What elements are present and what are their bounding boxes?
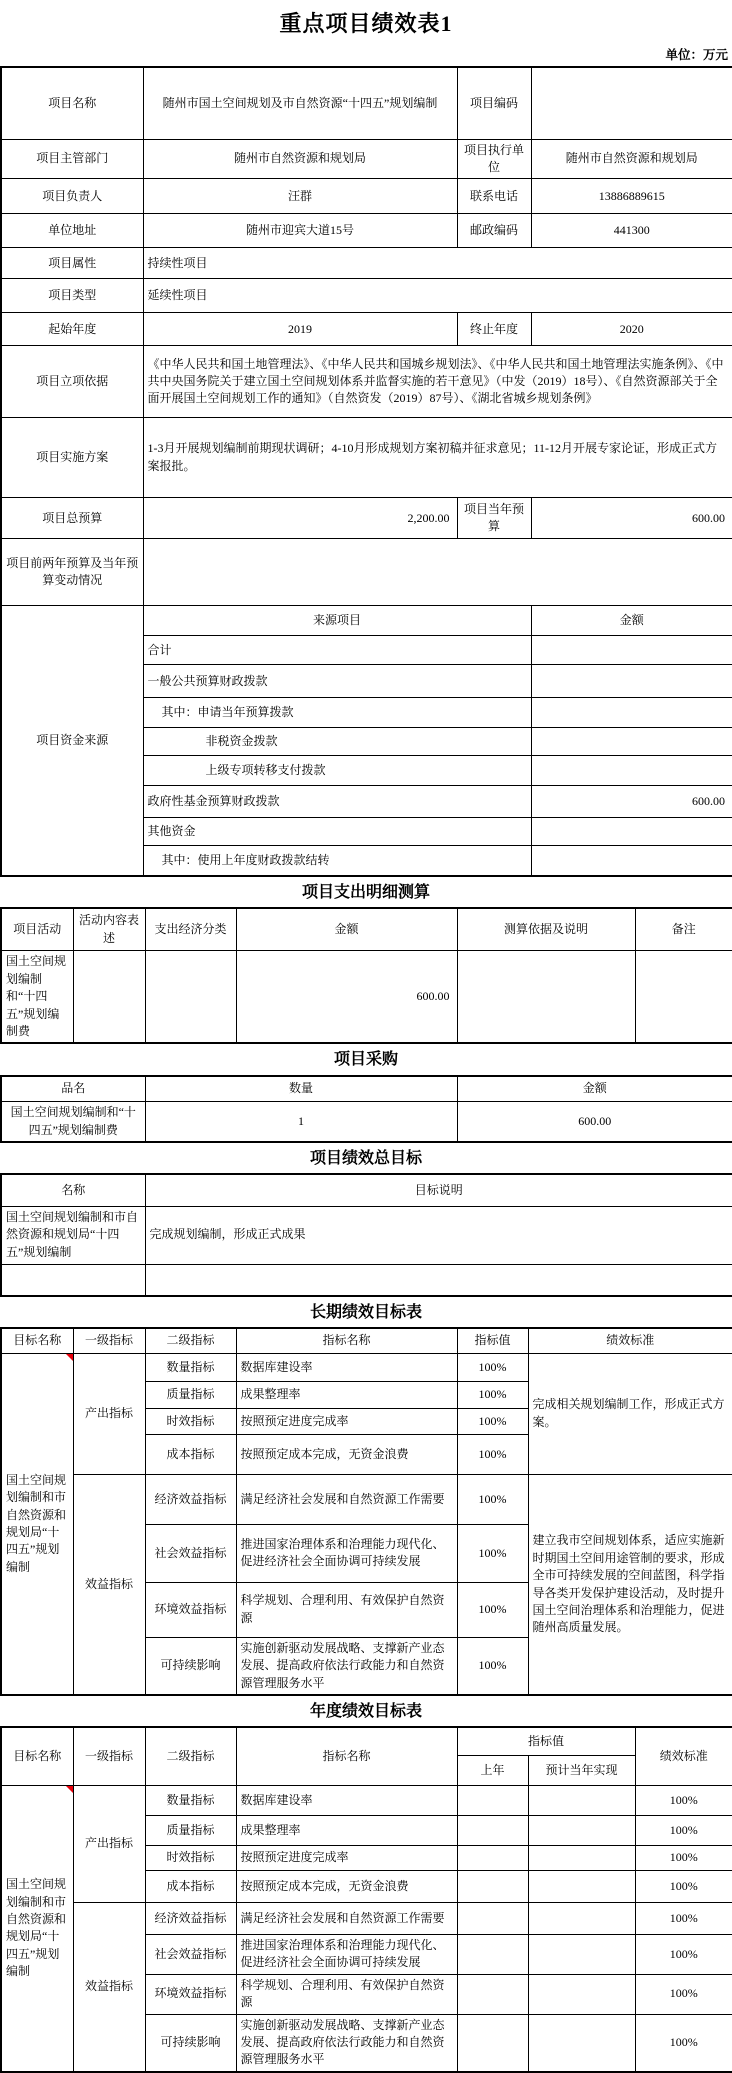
column-header: 绩效标准 — [635, 1727, 732, 1785]
value-cell: 随州市迎宾大道15号 — [143, 214, 457, 248]
label-cell: 项目主管部门 — [1, 139, 143, 179]
column-header: 绩效标准 — [528, 1328, 732, 1353]
indicator-name-cell: 推进国家治理体系和治理能力现代化、促进经济社会全面协调可持续发展 — [236, 1934, 457, 1974]
value-cell: 2,200.00 — [143, 498, 457, 539]
goal-name-cell — [1, 1785, 73, 2071]
prev-year-cell — [457, 1934, 528, 1974]
indicator-name-cell: 推进国家治理体系和治理能力现代化、促进经济社会全面协调可持续发展 — [236, 1524, 457, 1582]
level1-indicator-cell: 效益指标 — [73, 1902, 145, 2071]
label-cell: 终止年度 — [457, 313, 531, 346]
value-cell: 延续性项目 — [143, 279, 732, 313]
indicator-name-cell: 满足经济社会发展和自然资源工作需要 — [236, 1474, 457, 1524]
table-row — [1, 67, 732, 139]
column-header: 数量 — [145, 1076, 457, 1102]
page-title: 重点项目绩效表1 — [279, 11, 453, 36]
column-header: 金额 — [457, 1076, 732, 1102]
table-row — [1, 951, 732, 1043]
standard-cell: 完成相关规划编制工作，形成正式方案。 — [528, 1353, 732, 1474]
value-cell: 13886889615 — [531, 179, 732, 214]
table-header-row — [1, 1076, 732, 1102]
value-cell: 随州市自然资源和规划局 — [531, 139, 732, 179]
column-subheader: 上年 — [457, 1755, 528, 1785]
indicator-name-cell: 成果整理率 — [236, 1815, 457, 1845]
column-header: 一级指标 — [73, 1328, 145, 1353]
basis-cell — [457, 951, 635, 1043]
funding-source-cell: 上级专项转移支付拨款 — [143, 756, 531, 786]
value-cell: 随州市国土空间规划及市自然资源“十四五”规划编制 — [143, 67, 457, 139]
column-header: 二级指标 — [145, 1328, 236, 1353]
funding-source-cell: 政府性基金预算财政拨款 — [143, 786, 531, 818]
procurement-table — [0, 1075, 732, 1143]
label-cell: 项目前两年预算及当年预算变动情况 — [1, 539, 143, 606]
level2-indicator-cell: 社会效益指标 — [145, 1524, 236, 1582]
content-cell — [73, 951, 145, 1043]
category-cell — [145, 951, 236, 1043]
column-header: 备注 — [635, 908, 732, 951]
item-name-cell: 国土空间规划编制和“十四五”规划编制费 — [1, 1102, 145, 1142]
table-row — [1, 279, 732, 313]
column-header: 目标名称 — [1, 1328, 73, 1353]
standard-cell: 100% — [635, 1845, 732, 1870]
column-header: 一级指标 — [73, 1727, 145, 1785]
column-header: 活动内容表述 — [73, 908, 145, 951]
label-cell: 项目类型 — [1, 279, 143, 313]
label-cell: 项目总预算 — [1, 498, 143, 539]
table-header-row — [1, 1328, 732, 1353]
indicator-name-cell: 成果整理率 — [236, 1381, 457, 1408]
funding-source-cell: 其他资金 — [143, 818, 531, 846]
overall-goal-table — [0, 1173, 732, 1297]
indicator-value-cell: 100% — [457, 1582, 528, 1637]
project-info-table — [0, 66, 732, 877]
prev-year-cell — [457, 1870, 528, 1902]
indicator-value-cell: 100% — [457, 1408, 528, 1434]
column-header: 指标值 — [457, 1328, 528, 1353]
indicator-name-cell: 数据库建设率 — [236, 1785, 457, 1815]
table-header-row — [1, 1174, 732, 1206]
table-row — [1, 313, 732, 346]
level2-indicator-cell: 质量指标 — [145, 1815, 236, 1845]
table-row — [1, 1902, 732, 1934]
label-cell: 项目名称 — [1, 67, 143, 139]
unit-label: 单位：万元 — [665, 47, 728, 62]
column-header: 指标名称 — [236, 1328, 457, 1353]
table-row — [1, 1474, 732, 1524]
table-row — [1, 418, 732, 498]
indicator-value-cell: 100% — [457, 1381, 528, 1408]
value-cell: 1-3月开展规划编制前期现状调研；4-10月形成规划方案初稿并征求意见；11-12月开展专家论证，形成正式方案报批。 — [143, 418, 732, 498]
label-cell: 项目立项依据 — [1, 346, 143, 418]
label-cell: 起始年度 — [1, 313, 143, 346]
level2-indicator-cell: 社会效益指标 — [145, 1934, 236, 1974]
column-header: 金额 — [236, 908, 457, 951]
standard-cell: 100% — [635, 1902, 732, 1934]
table-row — [1, 606, 732, 636]
level2-indicator-cell: 数量指标 — [145, 1353, 236, 1381]
current-year-cell — [528, 2014, 635, 2072]
goal-name-cell: 国土空间规划编制和市自然资源和规划局“十四五”规划编制 — [1, 1206, 145, 1264]
level2-indicator-cell: 可持续影响 — [145, 2014, 236, 2072]
column-header: 二级指标 — [145, 1727, 236, 1785]
standard-cell: 100% — [635, 1870, 732, 1902]
longterm-table — [0, 1327, 732, 1696]
section-title-longterm: 长期绩效目标表 — [309, 1304, 422, 1322]
value-cell — [531, 67, 732, 139]
table-row — [1, 539, 732, 606]
column-header: 目标说明 — [145, 1174, 732, 1206]
value-cell — [143, 539, 732, 606]
indicator-value-cell: 100% — [457, 1474, 528, 1524]
table-row — [1, 1785, 732, 1815]
value-cell: 600.00 — [531, 498, 732, 539]
prev-year-cell — [457, 2014, 528, 2072]
table-header-row — [1, 908, 732, 951]
comment-marker-icon — [66, 1786, 73, 1793]
standard-cell: 100% — [635, 1815, 732, 1845]
standard-cell: 100% — [635, 2014, 732, 2072]
indicator-name-cell: 按照预定成本完成，无资金浪费 — [236, 1434, 457, 1474]
current-year-cell — [528, 1974, 635, 2014]
indicator-name-cell: 满足经济社会发展和自然资源工作需要 — [236, 1902, 457, 1934]
amount-cell: 600.00 — [457, 1102, 732, 1142]
section-title-overall-goal: 项目绩效总目标 — [309, 1149, 422, 1167]
table-row — [1, 498, 732, 539]
value-cell: 2019 — [143, 313, 457, 346]
label-cell: 联系电话 — [457, 179, 531, 214]
funding-source-cell: 其中：申请当年预算拨款 — [143, 698, 531, 728]
value-cell: 随州市自然资源和规划局 — [143, 139, 457, 179]
funding-amount-cell — [531, 698, 732, 728]
label-cell: 项目编码 — [457, 67, 531, 139]
prev-year-cell — [457, 1902, 528, 1934]
label-cell: 项目实施方案 — [1, 418, 143, 498]
column-subheader: 预计当年实现 — [528, 1755, 635, 1785]
level2-indicator-cell: 数量指标 — [145, 1785, 236, 1815]
goal-desc-cell — [145, 1264, 732, 1296]
funding-amount-cell — [531, 665, 732, 698]
funding-amount-cell: 600.00 — [531, 786, 732, 818]
table-row — [1, 1264, 732, 1296]
indicator-name-cell: 科学规划、合理利用、有效保护自然资源 — [236, 1582, 457, 1637]
column-header: 支出经济分类 — [145, 908, 236, 951]
label-cell: 项目负责人 — [1, 179, 143, 214]
level2-indicator-cell: 时效指标 — [145, 1408, 236, 1434]
indicator-value-cell: 100% — [457, 1524, 528, 1582]
amount-cell: 600.00 — [236, 951, 457, 1043]
table-row — [1, 1353, 732, 1381]
quantity-cell: 1 — [145, 1102, 457, 1142]
note-cell — [635, 951, 732, 1043]
current-year-cell — [528, 1845, 635, 1870]
table-row — [1, 139, 732, 179]
column-header: 品名 — [1, 1076, 145, 1102]
goal-name-text: 国土空间规划编制和市自然资源和规划局“十四五”规划编制 — [6, 1472, 67, 1574]
prev-year-cell — [457, 1785, 528, 1815]
level2-indicator-cell: 成本指标 — [145, 1434, 236, 1474]
funding-amount-header: 金额 — [531, 606, 732, 636]
label-cell: 项目执行单位 — [457, 139, 531, 179]
value-cell: 汪群 — [143, 179, 457, 214]
funding-source-cell: 一般公共预算财政拨款 — [143, 665, 531, 698]
goal-name-cell — [1, 1353, 73, 1695]
activity-cell: 国土空间规划编制和“十四五”规划编制费 — [1, 951, 73, 1043]
funding-amount-cell — [531, 846, 732, 876]
value-cell: 《中华人民共和国土地管理法》、《中华人民共和国城乡规划法》、《中华人民共和国土地管理法实施条例》、《中共中央国务院关于建立国土空间规划体系并监督实施的若干意见》（中发（2019）18号）、《自然资源部关于全面开展国土空间规划工作的通知》（自然资发（2019）87号）、《湖北省城乡规划条例》 — [143, 346, 732, 418]
level1-indicator-cell: 效益指标 — [73, 1474, 145, 1695]
standard-cell: 建立我市空间规划体系，适应实施新时期国土空间用途管制的要求，形成全市可持续发展的空间蓝图，科学指导各类开发保护建设活动，及时提升国土空间治理体系和治理能力，促进随州高质量发展。 — [528, 1474, 732, 1695]
value-cell: 持续性项目 — [143, 248, 732, 279]
level2-indicator-cell: 经济效益指标 — [145, 1902, 236, 1934]
indicator-name-cell: 按照预定进度完成率 — [236, 1845, 457, 1870]
prev-year-cell — [457, 1815, 528, 1845]
current-year-cell — [528, 1902, 635, 1934]
funding-amount-cell — [531, 818, 732, 846]
table-row — [1, 179, 732, 214]
level2-indicator-cell: 时效指标 — [145, 1845, 236, 1870]
table-row — [1, 1206, 732, 1264]
table-row — [1, 214, 732, 248]
section-title-procurement: 项目采购 — [333, 1051, 398, 1069]
funding-source-header: 来源项目 — [143, 606, 531, 636]
value-cell: 441300 — [531, 214, 732, 248]
indicator-value-cell: 100% — [457, 1637, 528, 1695]
indicator-name-cell: 实施创新驱动发展战略、支撑新产业态发展、提高政府依法行政能力和自然资源管理服务水平 — [236, 1637, 457, 1695]
label-cell: 邮政编码 — [457, 214, 531, 248]
level2-indicator-cell: 环境效益指标 — [145, 1582, 236, 1637]
standard-cell: 100% — [635, 1934, 732, 1974]
level1-indicator-cell: 产出指标 — [73, 1353, 145, 1474]
standard-cell: 100% — [635, 1785, 732, 1815]
indicator-name-cell: 实施创新驱动发展战略、支撑新产业态发展、提高政府依法行政能力和自然资源管理服务水平 — [236, 2014, 457, 2072]
funding-source-cell: 非税资金拨款 — [143, 728, 531, 756]
column-header: 项目活动 — [1, 908, 73, 951]
funding-label-cell: 项目资金来源 — [1, 606, 143, 876]
value-cell: 2020 — [531, 313, 732, 346]
current-year-cell — [528, 1934, 635, 1974]
indicator-name-cell: 按照预定进度完成率 — [236, 1408, 457, 1434]
funding-amount-cell — [531, 756, 732, 786]
level2-indicator-cell: 成本指标 — [145, 1870, 236, 1902]
level1-indicator-cell: 产出指标 — [73, 1785, 145, 1902]
funding-source-cell: 其中：使用上年度财政拨款结转 — [143, 846, 531, 876]
goal-name-text: 国土空间规划编制和市自然资源和规划局“十四五”规划编制 — [6, 1877, 67, 1979]
current-year-cell — [528, 1815, 635, 1845]
indicator-value-cell: 100% — [457, 1434, 528, 1474]
column-header: 目标名称 — [1, 1727, 73, 1785]
expenditure-table — [0, 907, 732, 1044]
level2-indicator-cell: 质量指标 — [145, 1381, 236, 1408]
table-row — [1, 248, 732, 279]
level2-indicator-cell: 经济效益指标 — [145, 1474, 236, 1524]
prev-year-cell — [457, 1974, 528, 2014]
indicator-name-cell: 科学规划、合理利用、有效保护自然资源 — [236, 1974, 457, 2014]
section-title-annual: 年度绩效目标表 — [309, 1703, 422, 1721]
current-year-cell — [528, 1785, 635, 1815]
column-header: 指标名称 — [236, 1727, 457, 1785]
column-header: 名称 — [1, 1174, 145, 1206]
comment-marker-icon — [66, 1354, 73, 1361]
level2-indicator-cell: 可持续影响 — [145, 1637, 236, 1695]
current-year-cell — [528, 1870, 635, 1902]
section-title-expenditure: 项目支出明细测算 — [301, 883, 430, 901]
indicator-value-cell: 100% — [457, 1353, 528, 1381]
column-header: 指标值 — [457, 1727, 635, 1755]
goal-desc-cell: 完成规划编制，形成正式成果 — [145, 1206, 732, 1264]
goal-name-cell — [1, 1264, 145, 1296]
label-cell: 项目当年预算 — [457, 498, 531, 539]
label-cell: 单位地址 — [1, 214, 143, 248]
funding-amount-cell — [531, 636, 732, 665]
label-cell: 项目属性 — [1, 248, 143, 279]
column-header: 测算依据及说明 — [457, 908, 635, 951]
funding-amount-cell — [531, 728, 732, 756]
funding-source-cell: 合计 — [143, 636, 531, 665]
annual-table — [0, 1726, 732, 2072]
table-row — [1, 1102, 732, 1142]
standard-cell: 100% — [635, 1974, 732, 2014]
indicator-name-cell: 按照预定成本完成，无资金浪费 — [236, 1870, 457, 1902]
table-header-row — [1, 1727, 732, 1755]
level2-indicator-cell: 环境效益指标 — [145, 1974, 236, 2014]
indicator-name-cell: 数据库建设率 — [236, 1353, 457, 1381]
table-row — [1, 346, 732, 418]
prev-year-cell — [457, 1845, 528, 1870]
